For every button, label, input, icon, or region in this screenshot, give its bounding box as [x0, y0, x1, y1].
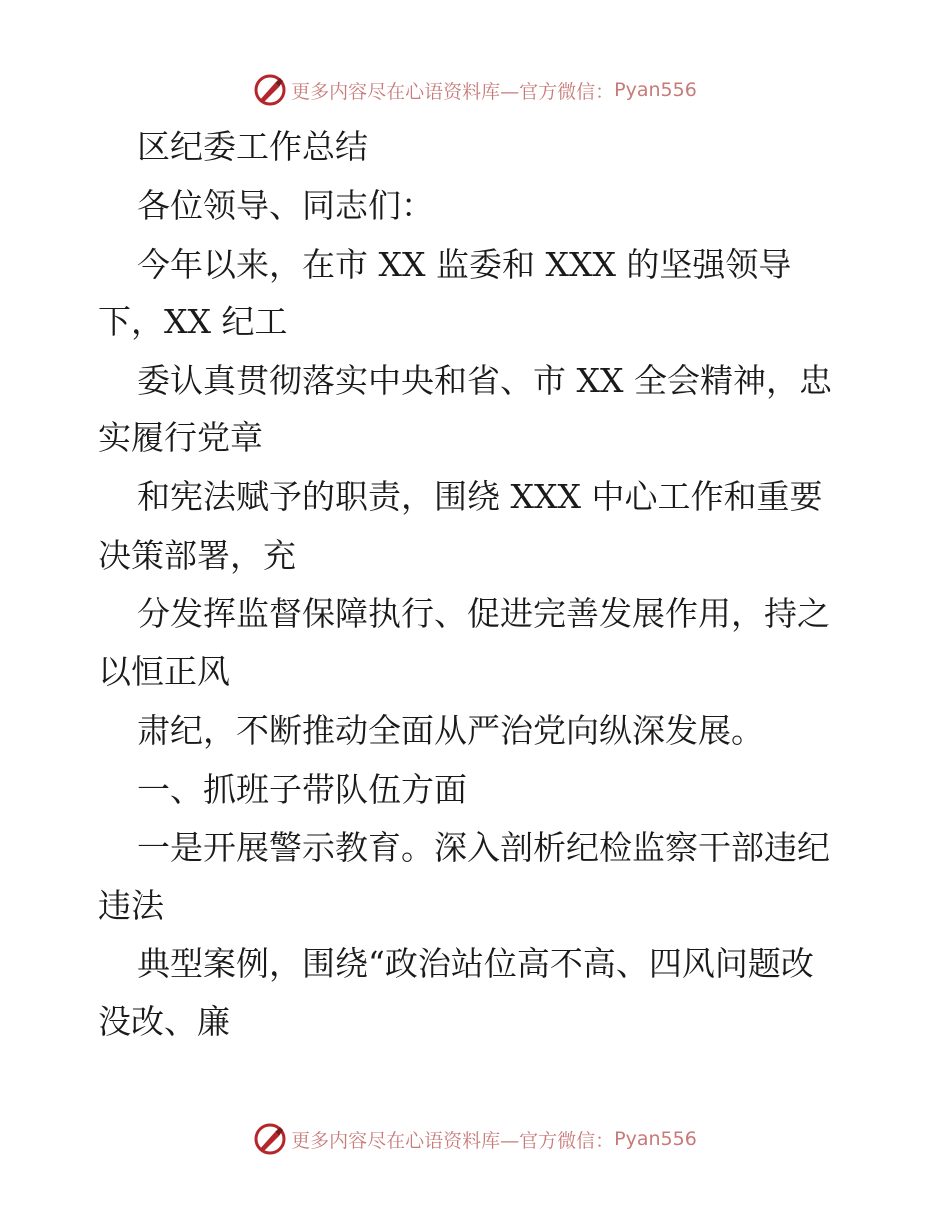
paragraph-line: 下，XX 纪工: [98, 302, 288, 341]
paragraph-line: 决策部署，充: [98, 536, 296, 575]
header-banner-text: 更多内容尽在心语资料库—官方微信：: [291, 80, 615, 103]
section-heading: 一、抓班子带队伍方面: [137, 770, 467, 809]
footer-banner-handle: Pyan556: [614, 1128, 697, 1150]
footer-watermark-banner: [0, 1119, 950, 1159]
paragraph-line: 和宪法赋予的职责，围绕 XXX 中心工作和重要: [137, 477, 823, 516]
paragraph-line: 肃纪，不断推动全面从严治党向纵深发展。: [137, 711, 764, 750]
paragraph-line: 分发挥监督保障执行、促进完善发展作用，持之: [137, 594, 830, 633]
footer-banner-text: 更多内容尽在心语资料库—官方微信：: [291, 1129, 615, 1152]
paragraph-line: 实履行党章: [98, 418, 263, 457]
paragraph-line: 委认真贯彻落实中央和省、市 XX 全会精神，忠: [137, 361, 832, 400]
paragraph-line: 一是开展警示教育。深入剖析纪检监察干部违纪: [137, 828, 830, 867]
document-title: 区纪委工作总结: [137, 127, 368, 166]
paragraph-line: 以恒正风: [98, 652, 230, 691]
paragraph-line: 今年以来，在市 XX 监委和 XXX 的坚强领导: [137, 245, 792, 284]
paragraph-line: 没改、廉: [98, 1002, 230, 1041]
salutation: 各位领导、同志们：: [137, 186, 434, 225]
paragraph-line: 典型案例，围绕“政治站位高不高、四风问题改: [137, 944, 814, 983]
paragraph-line: 违法: [98, 886, 164, 925]
header-banner-handle: Pyan556: [614, 79, 697, 101]
pen-logo-icon: [253, 1122, 287, 1156]
